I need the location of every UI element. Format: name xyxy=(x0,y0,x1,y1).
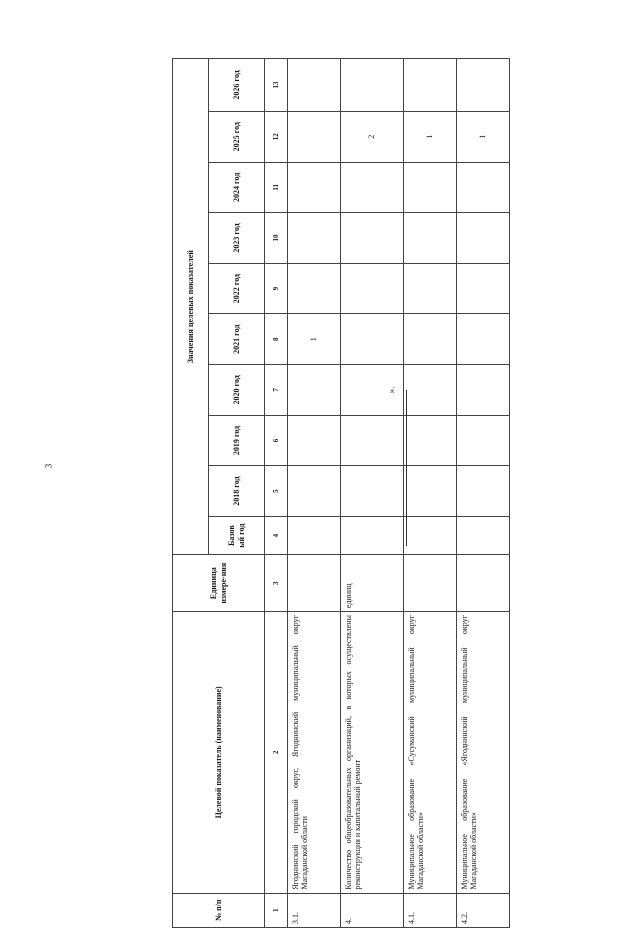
table-row xyxy=(341,59,404,928)
row-value xyxy=(341,415,404,466)
row-value xyxy=(288,213,341,264)
column-number: 7 xyxy=(265,365,288,416)
column-number: 9 xyxy=(265,263,288,314)
header-base-year: Базов ый год xyxy=(209,516,265,554)
row-value xyxy=(288,59,341,112)
row-value xyxy=(341,59,404,112)
row-indicator-name: Ягоднинский городской округ, Ягоднинский муниципальный округ Магаданской области xyxy=(288,612,341,894)
row-value xyxy=(404,466,457,517)
header-indicator: Целевой показатель (наименование) xyxy=(173,612,265,894)
row-value: 1 xyxy=(404,111,457,162)
row-value xyxy=(288,162,341,213)
row-indicator-name: Муниципальное образование «Сусуманский муниципальный округ Магаданской области» xyxy=(404,612,457,894)
header-year: 2019 год xyxy=(209,415,265,466)
row-indicator-name: Муниципальное образование «Ягоднинский муниципальный округ Магаданской области» xyxy=(457,612,510,894)
target-indicators-table xyxy=(172,58,510,928)
column-number: 2 xyxy=(265,612,288,894)
row-value xyxy=(404,263,457,314)
header-year: 2018 год xyxy=(209,466,265,517)
row-value xyxy=(404,365,457,416)
column-number: 10 xyxy=(265,213,288,264)
table-row xyxy=(404,59,457,928)
column-number: 4 xyxy=(265,516,288,554)
column-number: 1 xyxy=(265,893,288,927)
row-base-value xyxy=(288,516,341,554)
row-value xyxy=(341,162,404,213)
row-value xyxy=(404,415,457,466)
header-year: 2023 год xyxy=(209,213,265,264)
header-year: 2021 год xyxy=(209,314,265,365)
row-index: 4.2. xyxy=(457,893,510,927)
row-value xyxy=(404,314,457,365)
closing-rule-line xyxy=(406,390,407,546)
column-number: 8 xyxy=(265,314,288,365)
row-base-value xyxy=(404,516,457,554)
row-value xyxy=(288,415,341,466)
column-number: 6 xyxy=(265,415,288,466)
row-value xyxy=(341,466,404,517)
row-unit xyxy=(288,555,341,612)
row-value xyxy=(457,263,510,314)
row-value xyxy=(288,365,341,416)
row-value xyxy=(288,263,341,314)
row-value xyxy=(288,111,341,162)
table-row xyxy=(288,59,341,928)
row-value xyxy=(457,365,510,416)
target-indicators-table-wrapper xyxy=(172,58,510,928)
column-number: 11 xyxy=(265,162,288,213)
row-base-value xyxy=(457,516,510,554)
row-value xyxy=(457,59,510,112)
row-value xyxy=(404,213,457,264)
header-year: 2025 год xyxy=(209,111,265,162)
row-unit xyxy=(457,555,510,612)
table-row xyxy=(457,59,510,928)
row-value: 1 xyxy=(457,111,510,162)
row-value xyxy=(404,162,457,213)
header-year: 2022 год xyxy=(209,263,265,314)
row-index: 4. xyxy=(341,893,404,927)
column-number-row xyxy=(265,59,288,928)
row-indicator-name: Количество общеобразовательных организаций, в которых осуществлены реконструкция и капитальный ремонт xyxy=(341,612,404,894)
row-value xyxy=(457,162,510,213)
column-number: 13 xyxy=(265,59,288,112)
header-unit: Единица измере-ния xyxy=(173,555,265,612)
closing-quote-mark: ». xyxy=(386,386,397,394)
row-value xyxy=(457,466,510,517)
row-value: 1 xyxy=(288,314,341,365)
column-number: 3 xyxy=(265,555,288,612)
row-base-value xyxy=(341,516,404,554)
row-value xyxy=(457,415,510,466)
column-number: 5 xyxy=(265,466,288,517)
row-value xyxy=(404,59,457,112)
row-unit: единиц xyxy=(341,555,404,612)
row-value xyxy=(457,213,510,264)
header-year: 2026 год xyxy=(209,59,265,112)
row-value xyxy=(457,314,510,365)
header-num: № п/п xyxy=(173,893,265,927)
row-value: 2 xyxy=(341,111,404,162)
row-index: 3.1. xyxy=(288,893,341,927)
header-values-group: Значения целевых показателей xyxy=(173,59,209,555)
row-index: 4.1. xyxy=(404,893,457,927)
page-number: 3 xyxy=(43,463,54,469)
column-number: 12 xyxy=(265,111,288,162)
header-year: 2020 год xyxy=(209,365,265,416)
row-value xyxy=(341,314,404,365)
header-year: 2024 год xyxy=(209,162,265,213)
row-unit xyxy=(404,555,457,612)
row-value xyxy=(341,263,404,314)
row-value xyxy=(341,213,404,264)
row-value xyxy=(288,466,341,517)
